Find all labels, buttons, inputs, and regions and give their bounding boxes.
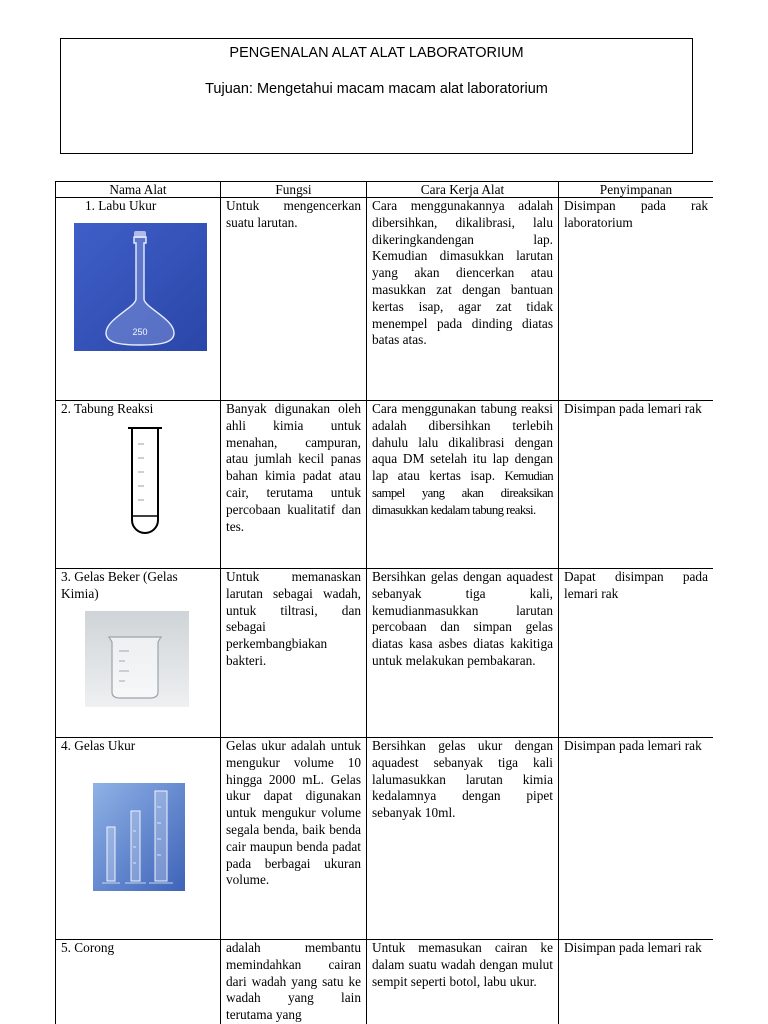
cell-cara-kerja [367, 198, 559, 401]
cara-text: Bersihkan gelas dengan aquadest sebanyak tiga kali, kemudianmasukkan larutan percobaan dan simpan gelas diatas kasa asbes diatas kakitiga untuk melakukan pembakaran. [372, 569, 553, 668]
equipment-table-wrapper [55, 181, 713, 1024]
cell-name [56, 401, 221, 569]
cell-name [56, 940, 221, 1024]
cell-fungsi: Gelas ukur adalah untuk mengukur volume 10 hingga 2000 mL. Gelas ukur dapat digunakan untuk mengukur volume segala benda, baik benda cair maupun benda padat pada berbagai ukuran volume. [221, 738, 367, 940]
test-tube-image [116, 424, 176, 542]
cara-text: Untuk memasukan cairan ke dalam suatu wadah dengan mulut sempit seperti botol, labu ukur. [372, 940, 553, 989]
cell-cara-kerja [367, 401, 559, 569]
page-goal: Tujuan: Mengetahui macam macam alat laboratorium [205, 81, 548, 97]
cell-penyimpanan: Disimpan pada lemari rak [559, 940, 714, 1024]
cell-name [56, 569, 221, 738]
table-row [56, 198, 714, 401]
graduated-cylinder-image [93, 783, 185, 891]
volumetric-flask-image [74, 223, 207, 351]
cell-fungsi: Untuk memanaskan larutan sebagai wadah, untuk tiltrasi, dan sebagai perkembangbiakan bakteri. [221, 569, 367, 738]
cell-cara-kerja [367, 738, 559, 940]
cara-text: Cara menggunakannya adalah dibersihkan, dikalibrasi, lalu dikeringkandengan lap. Kemudian dimasukkan larutan yang akan diencerkan atau masukkan zat dengan bantuan kertas isap, agar zat tidak menempel pada dinding diatas batas atas. [372, 198, 553, 348]
header-nama-alat: Nama Alat [56, 182, 221, 198]
header-box [60, 38, 693, 154]
cell-cara-kerja [367, 940, 559, 1024]
cara-text: Bersihkan gelas ukur dengan aquadest sebanyak tiga kali lalumasukkan larutan kimia kedalamnya dengan pipet sebanyak 10ml. [372, 738, 553, 821]
item-name: 2. Tabung Reaksi [61, 401, 154, 416]
item-name: 3. Gelas Beker (Gelas Kimia) [61, 569, 178, 601]
header-fungsi: Fungsi [221, 182, 367, 198]
cell-name [56, 738, 221, 940]
cell-fungsi: Untuk mengencerkan suatu larutan. [221, 198, 367, 401]
flask-volume-label: 250 [132, 326, 148, 337]
cell-name [56, 198, 221, 401]
cell-cara-kerja [367, 569, 559, 738]
equipment-table [55, 181, 713, 1024]
table-row [56, 569, 714, 738]
beaker-image [85, 611, 189, 707]
table-row [56, 401, 714, 569]
table-row [56, 940, 714, 1024]
cell-fungsi: adalah membantu memindahkan cairan dari wadah yang satu ke wadah yang lain terutama yang [221, 940, 367, 1024]
cell-fungsi: Banyak digunakan oleh ahli kimia untuk menahan, campuran, atau jumlah kecil panas bahan kimia padat atau cair, terutama untuk percobaan kualitatif dan tes. [221, 401, 367, 569]
item-name: 5. Corong [61, 940, 115, 955]
cell-penyimpanan: Disimpan pada lemari rak [559, 401, 714, 569]
cara-text-extra: Kemudian sampel yang akan direaksikan dimasukkan kedalam tabung reaksi. [372, 469, 554, 517]
header-penyimpanan: Penyimpanan [559, 182, 714, 198]
page-title: PENGENALAN ALAT ALAT LABORATORIUM [229, 45, 524, 61]
cell-penyimpanan: Dapat disimpan pada lemari rak [559, 569, 714, 738]
table-row [56, 738, 714, 940]
item-name: 1. Labu Ukur [85, 198, 157, 213]
cell-penyimpanan: Disimpan pada rak laboratorium [559, 198, 714, 401]
cell-penyimpanan: Disimpan pada lemari rak [559, 738, 714, 940]
item-name: 4. Gelas Ukur [61, 738, 136, 753]
header-cara-kerja: Cara Kerja Alat [367, 182, 559, 198]
table-header-row [56, 182, 714, 198]
cara-text: Cara menggunakan tabung reaksi adalah dibersihkan terlebih dahulu lalu dikalibrasi dengan aqua DM setelah itu lap dengan lap atau kertas isap. [372, 401, 553, 484]
